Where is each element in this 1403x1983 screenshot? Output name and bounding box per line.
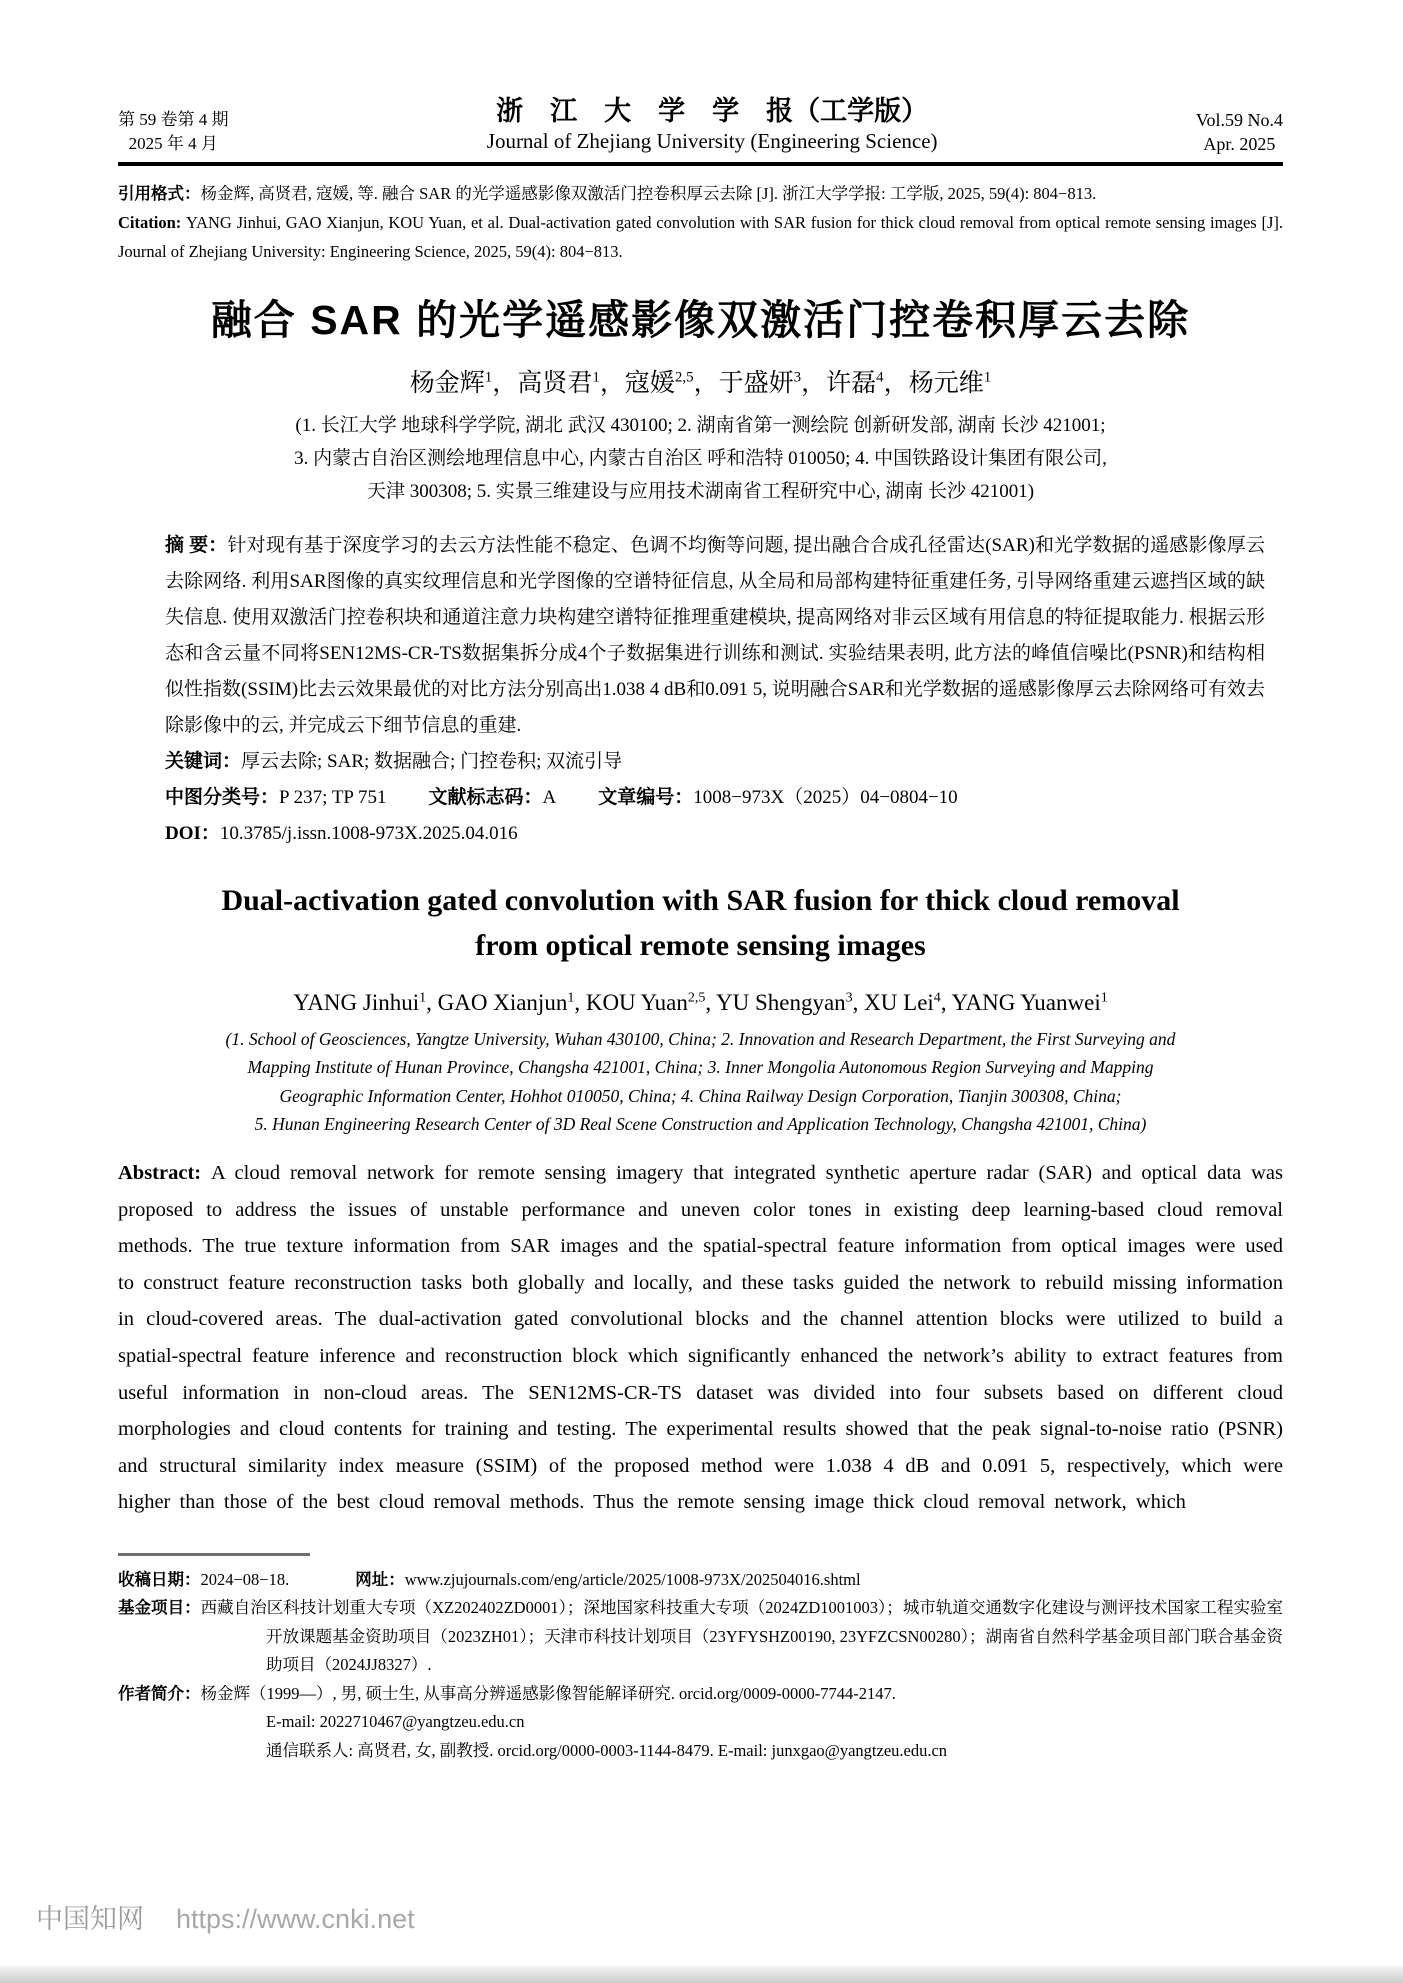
keywords-text: 厚云去除; SAR; 数据融合; 门控卷积; 双流引导 — [241, 751, 623, 773]
author-bio-label: 作者简介： — [118, 1683, 201, 1703]
affiliation-line: Geographic Information Center, Hohhot 010050, China; 4. China Railway Design Corporation, Tianjin 300308, China; — [279, 1085, 1122, 1106]
author-separator: , — [705, 989, 716, 1015]
author-affil-sup: 2,5 — [687, 990, 706, 1006]
journal-name-en: Journal of Zhejiang University (Engineering Science) — [486, 129, 938, 153]
journal-name-cn: 浙 江 大 学 学 报（工学版） — [496, 96, 929, 126]
funding-label: 基金项目： — [118, 1598, 201, 1618]
author-separator: , — [574, 989, 586, 1015]
keywords-cn — [165, 744, 1265, 780]
abstract-cn-label: 摘 要： — [165, 535, 228, 557]
funding-text: 西藏自治区科技计划重大专项（XZ202402ZD0001）；深地国家科技重大专项（2024ZD1001003）；城市轨道交通数字化建设与测评技术国家工程实验室开放课题基金资助项目（2023ZH01）；天津市科技计划项目（23YFYSHZ00190, 23YFZCSN00280）；湖南省自然科学基金项目部门联合基金资助项目（2024JJ8327）. — [200, 1598, 1284, 1675]
issue-date-en: Apr. 2025 — [1203, 134, 1276, 154]
abstract-cn — [165, 528, 1265, 744]
article-id-value: 1008−973X（2025）04−0804−10 — [693, 787, 958, 809]
affiliation-line: 3. 内蒙古自治区测绘地理信息中心, 内蒙古自治区 呼和浩特 010050; 4. 中国铁路设计集团有限公司, — [294, 448, 1107, 470]
author-bio-text: 杨金辉（1999—）, 男, 硕士生, 从事高分辨遥感影像智能解译研究. orcid.org/0009-0000-7744-2147. — [200, 1683, 896, 1703]
author-cn — [625, 370, 719, 397]
author-name: 杨元维 — [908, 370, 984, 398]
affiliation-line: Mapping Institute of Hunan Province, Changsha 421001, China; 3. Inner Mongolia Autonomous Region Surveying and Mapping — [247, 1057, 1154, 1078]
footnote-divider — [118, 1553, 310, 1556]
affiliation-line: 天津 300308; 5. 实景三维建设与应用技术湖南省工程研究中心, 湖南 长沙 421001) — [366, 481, 1035, 503]
doi-row — [165, 816, 1265, 852]
citation-block — [118, 179, 1283, 266]
citation-en — [118, 208, 1283, 266]
author-cn — [826, 370, 909, 397]
classification-row — [165, 780, 1265, 816]
author-en — [438, 990, 586, 1015]
author-name: 许磊 — [826, 370, 877, 398]
author-name: XU Lei — [864, 989, 934, 1015]
issue-info-en — [1196, 108, 1283, 156]
doc-code-value: A — [542, 787, 557, 809]
issue-volume-en: Vol.59 No.4 — [1195, 110, 1283, 130]
authors-en — [118, 981, 1283, 1020]
affiliations-cn — [118, 409, 1283, 508]
author-en — [586, 990, 716, 1015]
doc-code-label: 文献标志码： — [428, 787, 543, 809]
title-en: Dual-activation gated convolution with SAR fusion for thick cloud removal from optical remote sensing images — [221, 884, 1180, 963]
author-en — [951, 990, 1107, 1015]
author-separator: , — [852, 989, 865, 1015]
doi-value: 10.3785/j.issn.1008-973X.2025.04.016 — [219, 823, 518, 845]
author-affil-sup: 1 — [419, 990, 427, 1006]
citation-en-label: Citation: — [118, 213, 186, 232]
author-name: 于盛妍 — [718, 370, 794, 398]
cnki-url: https://www.cnki.net — [176, 1904, 415, 1934]
received-label: 收稿日期： — [118, 1569, 201, 1589]
received-row — [118, 1566, 1283, 1595]
citation-cn-label: 引用格式： — [118, 184, 201, 203]
author-affil-sup: 3 — [845, 990, 853, 1006]
author-name: KOU Yuan — [585, 989, 688, 1015]
abstract-en-text: A cloud removal network for remote sensing imagery that integrated synthetic aperture radar (SAR) and optical data was proposed to address the issues of unstable performance and uneven color tones in existing deep learning-based cloud removal methods. The true texture information from SAR images and the spatial-spectral feature information from optical images were used to construct feature reconstruction tasks both globally and locally, and these tasks guided the network to rebuild missing information in cloud-covered areas. The dual-activation gated convolutional blocks and the channel attention blocks were utilized to build a spatial-spectral feature inference and reconstruction block which significantly enhanced the network’s ability to extract features from useful information in non-cloud areas. The SEN12MS-CR-TS dataset was divided into four subsets based on different cloud morphologies and cloud contents for training and testing. The experimental results showed that the peak signal-to-noise ratio (PSNR) and structural similarity index measure (SSIM) of the proposed method were 1.038 4 dB and 0.091 5, respectively, which were higher than those of the best cloud removal methods. Thus the remote sensing image thick cloud removal network, which — [118, 1161, 1283, 1514]
author-affil-sup: 1 — [592, 370, 600, 386]
author-en — [293, 990, 437, 1015]
citation-cn-text: 杨金辉, 高贤君, 寇媛, 等. 融合 SAR 的光学遥感影像双激活门控卷积厚云去除 [J]. 浙江大学学报: 工学版, 2025, 59(4): 804−813. — [200, 184, 1097, 203]
journal-header — [118, 0, 1283, 166]
author-name: YANG Yuanwei — [951, 989, 1101, 1015]
citation-cn — [118, 179, 1283, 208]
page-edge-shadow — [0, 1966, 1403, 1983]
clc-label: 中图分类号： — [165, 787, 280, 809]
author-email-row: E-mail: 2022710467@yangtzeu.edu.cn — [266, 1712, 525, 1732]
issue-volume-cn: 第 59 卷第 4 期 — [118, 110, 229, 129]
author-name: GAO Xianjun — [437, 989, 568, 1015]
author-affil-sup: 2,5 — [674, 370, 694, 386]
author-affil-sup: 1 — [567, 990, 575, 1006]
author-en — [716, 990, 864, 1015]
author-bio-row — [118, 1680, 1283, 1709]
abstract-en-label: Abstract: — [118, 1161, 211, 1184]
author-name: 高贤君 — [517, 370, 593, 398]
author-affil-sup: 1 — [484, 370, 493, 386]
cnki-watermark — [36, 1897, 415, 1936]
cnki-logo-text: 中国知网 — [36, 1904, 144, 1934]
author-affil-sup: 1 — [983, 370, 992, 386]
funding-row — [118, 1594, 1283, 1680]
author-name: 杨金辉 — [409, 370, 485, 398]
author-cn — [719, 370, 827, 397]
issue-date-cn: 2025 年 4 月 — [128, 134, 218, 153]
issue-info-cn — [118, 108, 229, 156]
page-content — [118, 0, 1283, 1765]
affiliation-line: (1. School of Geosciences, Yangtze University, Wuhan 430100, China; 2. Innovation and Research Department, the First Surveying and — [225, 1028, 1176, 1049]
author-cn — [517, 370, 625, 397]
author-name: YANG Jinhui — [293, 989, 420, 1015]
clc-value: P 237; TP 751 — [279, 787, 387, 809]
keywords-label: 关键词： — [165, 751, 242, 773]
author-cn — [410, 370, 518, 397]
received-date: 2024−08−18. — [200, 1569, 290, 1589]
url-label: 网址： — [355, 1569, 405, 1589]
author-name: 寇媛 — [624, 370, 675, 398]
author-name: YU Shengyan — [715, 989, 846, 1015]
author-affil-sup: 4 — [933, 990, 941, 1006]
affiliation-line: (1. 长江大学 地球科学学院, 湖北 武汉 430100; 2. 湖南省第一测绘院 创新研发部, 湖南 长沙 421001; — [295, 415, 1106, 437]
author-separator: ， — [883, 370, 909, 398]
corresponding-author-row: 通信联系人: 高贤君, 女, 副教授. orcid.org/0000-0003-1144-8479. E-mail: junxgao@yangtzeu.edu.cn — [266, 1740, 948, 1760]
authors-cn — [118, 360, 1283, 402]
abstract-en — [118, 1155, 1283, 1521]
citation-en-text: YANG Jinhui, GAO Xianjun, KOU Yuan, et al. Dual-activation gated convolution with SAR fusion for thick cloud removal from optical remote sensing images [J]. Journal of Zhejiang University: Engineering Science, 2025, 59(4): 804−813. — [118, 213, 1283, 261]
author-en — [864, 990, 951, 1015]
author-affil-sup: 4 — [876, 370, 884, 386]
affiliations-en — [118, 1025, 1283, 1139]
author-separator: ， — [492, 370, 518, 398]
affiliation-line: 5. Hunan Engineering Research Center of 3D Real Scene Construction and Application Technology, Changsha 421001, China) — [254, 1114, 1147, 1135]
journal-name-block — [487, 96, 938, 156]
author-affil-sup: 3 — [793, 370, 802, 386]
author-separator: ， — [599, 370, 625, 398]
author-separator: ， — [801, 370, 827, 398]
article-url: www.zjujournals.com/eng/article/2025/1008-973X/202504016.shtml — [404, 1569, 861, 1589]
title-cn: 融合 SAR 的光学遥感影像双激活门控卷积厚云去除 — [210, 297, 1191, 343]
author-separator: ， — [693, 370, 719, 398]
author-separator: , — [426, 989, 438, 1015]
footnote-block — [118, 1566, 1283, 1766]
abstract-cn-block — [165, 528, 1265, 852]
author-affil-sup: 1 — [1100, 990, 1108, 1006]
doi-label: DOI： — [165, 823, 220, 845]
abstract-cn-text: 针对现有基于深度学习的去云方法性能不稳定、色调不均衡等问题, 提出融合合成孔径雷达(SAR)和光学数据的遥感影像厚云去除网络. 利用SAR图像的真实纹理信息和光学图像的空谱特征信息, 从全局和局部构建特征重建任务, 引导网络重建云遮挡区域的缺失信息. 使用双激活门控卷积块和通道注意力块构建空谱特征推理重建模块, 提高网络对非云区域有用信息的特征提取能力. 根据云形态和含云量不同将SEN12MS-CR-TS数据集拆分成4个子数据集进行训练和测试. 实验结果表明, 此方法的峰值信噪比(PSNR)和结构相似性指数(SSIM)比去云效果最优的对比方法分别高出1.038 4 dB和0.091 5, 说明融合SAR和光学数据的遥感影像厚云去除网络可有效去除影像中的云, 并完成云下细节信息的重建. — [165, 535, 1265, 737]
author-cn — [909, 370, 992, 397]
article-id-label: 文章编号： — [598, 787, 694, 809]
author-separator: , — [940, 989, 952, 1015]
